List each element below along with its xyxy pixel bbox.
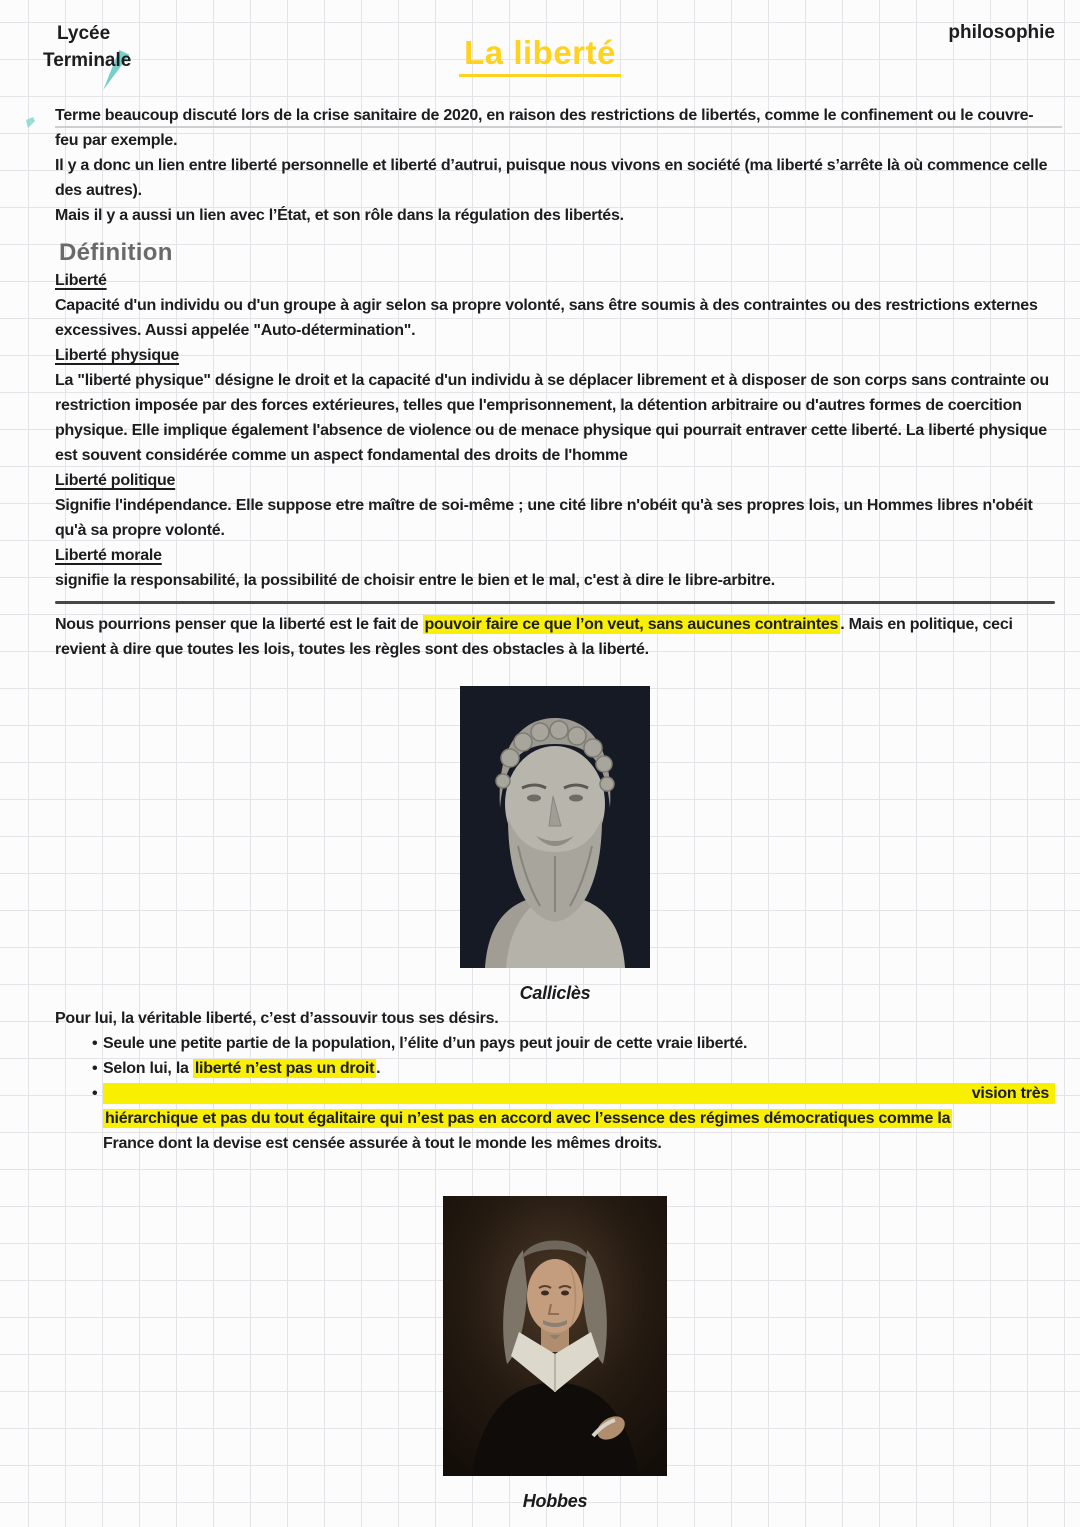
bullet-3-line2 — [103, 1106, 1055, 1131]
callicles-figure — [55, 686, 1055, 1006]
bullet-2-text — [103, 1056, 1055, 1081]
bullet-item-3 — [92, 1081, 1055, 1106]
page-title: La liberté — [459, 34, 621, 77]
definition-term-liberte-politique: Liberté politique — [55, 472, 176, 489]
bullet-3-bar-text: vision très — [971, 1085, 1049, 1102]
bullet-3-line2-highlight: hiérarchique et pas du tout égalitaire qui n’est pas en accord avec l’essence des régimes démocratiques comme la — [105, 1110, 951, 1127]
definition-text-liberte: Capacité d'un individu ou d'un groupe à agir selon sa propre volonté, sans être soumis à des contraintes ou des restrictions externes excessives. Aussi appelée "Auto-détermination". — [55, 297, 1038, 339]
intro-paragraph-3: Mais il y a aussi un lien avec l’État, et son rôle dans la régulation des libertés. — [55, 207, 624, 224]
callicles-bullet-list — [92, 1031, 1055, 1156]
note-content — [55, 103, 1055, 1514]
bullet-1-text: Seule une petite partie de la population, l’élite d’un pays peut jouir de cette vraie liberté. — [103, 1035, 748, 1052]
bullet-item-2 — [92, 1056, 1055, 1081]
definitions-heading: Définition — [59, 239, 173, 266]
definition-term-liberte: Liberté — [55, 272, 107, 289]
bullet-3-line3: France dont la devise est censée assurée à tout le monde les mêmes droits. — [103, 1135, 662, 1152]
definition-text-liberte-politique: Signifie l'indépendance. Elle suppose etre maître de soi-même ; une cité libre n'obéit qu'à ses propres lois, un Hommes libres n'obéit qu'à sa propre volonté. — [55, 497, 1033, 539]
page-title-wrap — [0, 34, 1080, 77]
bullet-2-pre: Selon lui, la — [103, 1060, 193, 1077]
hobbes-caption: Hobbes — [522, 1491, 588, 1511]
hobbes-portrait-image — [443, 1196, 667, 1476]
teal-margin-tick-icon — [26, 117, 35, 128]
bullet-3-highlight-bar — [103, 1083, 1055, 1104]
subject-label: philosophie — [948, 22, 1055, 43]
intro-paragraph-1: Terme beaucoup discuté lors de la crise sanitaire de 2020, en raison des restrictions de libertés, comme le confinement ou le couvre-feu par exemple. — [55, 107, 1034, 149]
section-divider — [55, 601, 1055, 604]
intro-paragraph-2: Il y a donc un lien entre liberté personnelle et liberté d’autrui, puisque nous vivons en société (ma liberté s’arrête là où commence celle des autres). — [55, 157, 1048, 199]
thesis-post: . Mais en politique, ceci revient à dire que toutes les lois, toutes les règles sont des obstacles à la liberté. — [55, 616, 1013, 658]
bullet-dot: • — [92, 1035, 98, 1052]
callicles-intro: Pour lui, la véritable liberté, c’est d’assouvir tous ses désirs. — [55, 1010, 499, 1027]
bullet-dot: • — [92, 1085, 98, 1102]
definitions-list — [55, 268, 1055, 593]
bullet-2-post: . — [376, 1060, 381, 1077]
bullet-dot: • — [92, 1060, 98, 1077]
callicles-caption: Calliclès — [519, 983, 591, 1003]
school-line-terminale: Terminale — [43, 50, 132, 71]
definition-text-liberte-morale: signifie la responsabilité, la possibilité de choisir entre le bien et le mal, c'est à dire le libre-arbitre. — [55, 572, 775, 589]
definition-text-liberte-physique: La "liberté physique" désigne le droit et la capacité d'un individu à se déplacer librement et à disposer de son corps sans contrainte ou restriction imposée par des forces extérieures, telles que l'emprisonnement, la détention arbitraire ou d'autres formes de coercition physique. Elle implique également l'absence de violence ou de menace physique qui pourrait entraver cette liberté. La liberté physique est souvent considérée comme un aspect fondamental des droits de l'homme — [55, 372, 1049, 464]
hobbes-figure — [55, 1196, 1055, 1514]
thesis-highlight: pouvoir faire ce que l’on veut, sans aucunes contraintes — [424, 616, 839, 633]
thesis-paragraph — [55, 612, 1055, 662]
definition-term-liberte-morale: Liberté morale — [55, 547, 162, 564]
thesis-pre: Nous pourrions penser que la liberté est le fait de — [55, 616, 423, 633]
definition-term-liberte-physique: Liberté physique — [55, 347, 180, 364]
bullet-item-1 — [92, 1031, 1055, 1056]
plato-bust-image — [460, 686, 650, 968]
school-line-lycee: Lycée — [57, 23, 111, 44]
bullet-2-highlight: liberté n’est pas un droit — [194, 1060, 375, 1077]
